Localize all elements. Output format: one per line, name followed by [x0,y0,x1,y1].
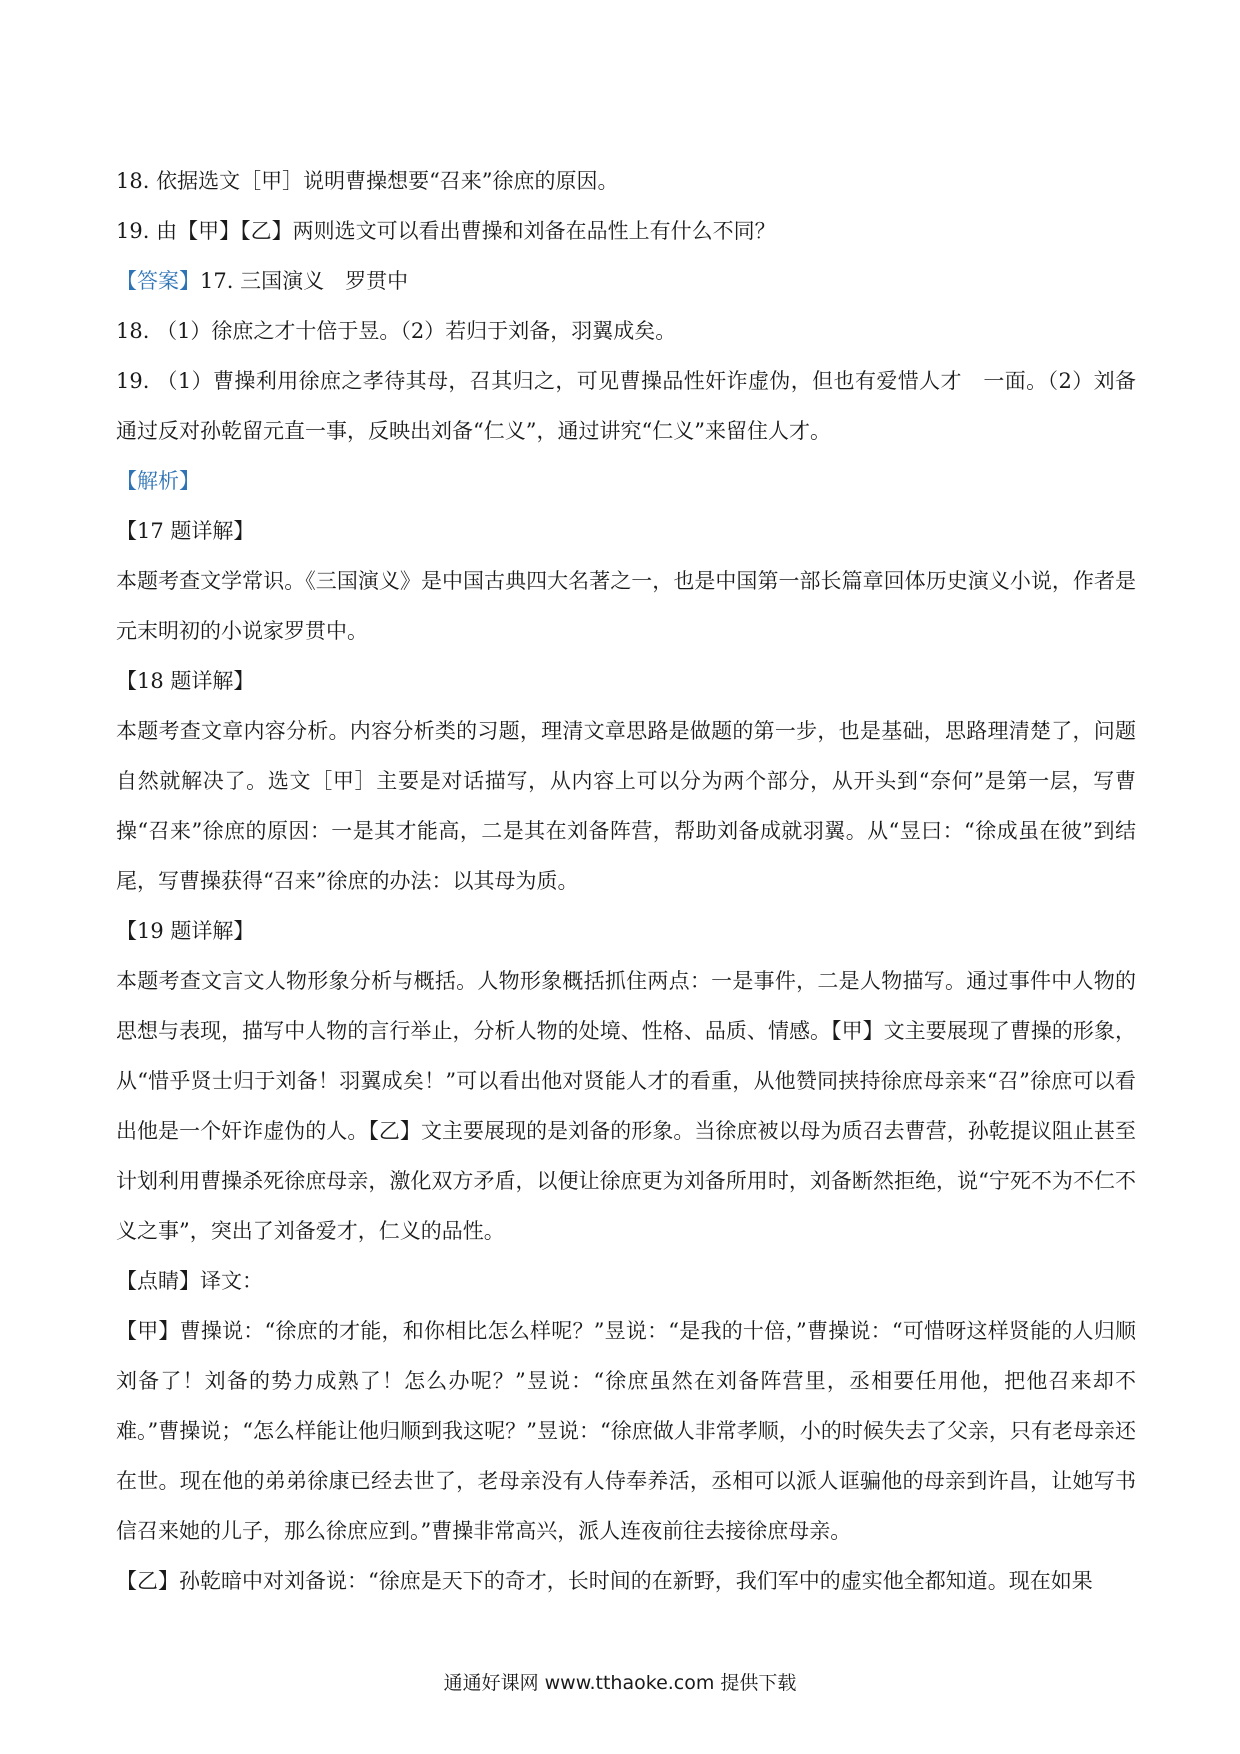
analysis-19: 本题考查文言文人物形象分析与概括。人物形象概括抓住两点：一是事件，二是人物描写。通过事件中人物的思想与表现，描写中人物的言行举止，分析人物的处境、性格、品质、情感。【甲】文主要展现了曹操的形象，从“惜乎贤士归于刘备！羽翼成矣！”可以看出他对贤能人才的看重，从他赞同挟持徐庶母亲来“召”徐庶可以看出他是一个奸诈虚伪的人。【乙】文主要展现的是刘备的形象。当徐庶被以母为质召去曹营，孙乾提议阻止甚至计划利用曹操杀死徐庶母亲，激化双方矛盾，以便让徐庶更为刘备所用时，刘备断然拒绝，说“宁死不为不仁不义之事”，突出了刘备爱才，仁义的品性。 [116,969,1136,1243]
answer-block-start [116,256,1136,306]
translation-yi: 【乙】孙乾暗中对刘备说：“徐庶是天下的奇才，长时间的在新野，我们军中的虚实他全都知道。现在如果 [116,1569,1093,1593]
dianjing-label: 【点睛】译文： [116,1269,263,1293]
question-18: 18. 依据选文［甲］说明曹操想要“召来”徐庶的原因。 [116,169,619,193]
question-19: 19. 由【甲】【乙】两则选文可以看出曹操和刘备在品性上有什么不同？ [116,219,776,243]
answer-18: 18. （1）徐庶之才十倍于昱。（2）若归于刘备，羽翼成矣。 [116,319,677,343]
translation-jia: 【甲】曹操说：“徐庶的才能，和你相比怎么样呢？”昱说：“是我的十倍，”曹操说：“可惜呀这样贤能的人归顺刘备了！刘备的势力成熟了！怎么办呢？”昱说：“徐庶虽然在刘备阵营里，丞相要任用他，把他召来却不难。”曹操说；“怎么样能让他归顺到我这呢？”昱说：“徐庶做人非常孝顺，小的时候失去了父亲，只有老母亲还在世。现在他的弟弟徐康已经去世了，老母亲没有人侍奉养活，丞相可以派人诓骗他的母亲到许昌，让她写书信召来她的儿子，那么徐庶应到。”曹操非常高兴，派人连夜前往去接徐庶母亲。 [116,1319,1136,1543]
analysis-17: 本题考查文学常识。《三国演义》是中国古典四大名著之一，也是中国第一部长篇章回体历史演义小说，作者是元末明初的小说家罗贯中。 [116,569,1136,643]
document-body [116,156,1136,1606]
answer-19: 19. （1）曹操利用徐庶之孝待其母，召其归之，可见曹操品性奸诈虚伪，但也有爱惜人才 一面。（2）刘备通过反对孙乾留元直一事，反映出刘备“仁义”，通过讲究“仁义”来留住人才。 [116,369,1136,443]
heading-19: 【19 题详解】 [116,919,255,943]
answer-label: 【答案】 [116,269,200,293]
heading-18: 【18 题详解】 [116,669,255,693]
answer-17: 17. 三国演义 罗贯中 [200,269,409,293]
analysis-label: 【解析】 [116,469,200,493]
analysis-18: 本题考查文章内容分析。内容分析类的习题，理清文章思路是做题的第一步，也是基础，思路理清楚了，问题自然就解决了。选文［甲］主要是对话描写，从内容上可以分为两个部分，从开头到“奈何”是第一层，写曹操“召来”徐庶的原因：一是其才能高，二是其在刘备阵营，帮助刘备成就羽翼。从“昱曰：“徐成虽在彼”到结尾，写曹操获得“召来”徐庶的办法：以其母为质。 [116,719,1136,893]
footer-download-note: 通通好课网 www.tthaoke.com 提供下载 [443,1672,797,1694]
heading-17: 【17 题详解】 [116,519,255,543]
